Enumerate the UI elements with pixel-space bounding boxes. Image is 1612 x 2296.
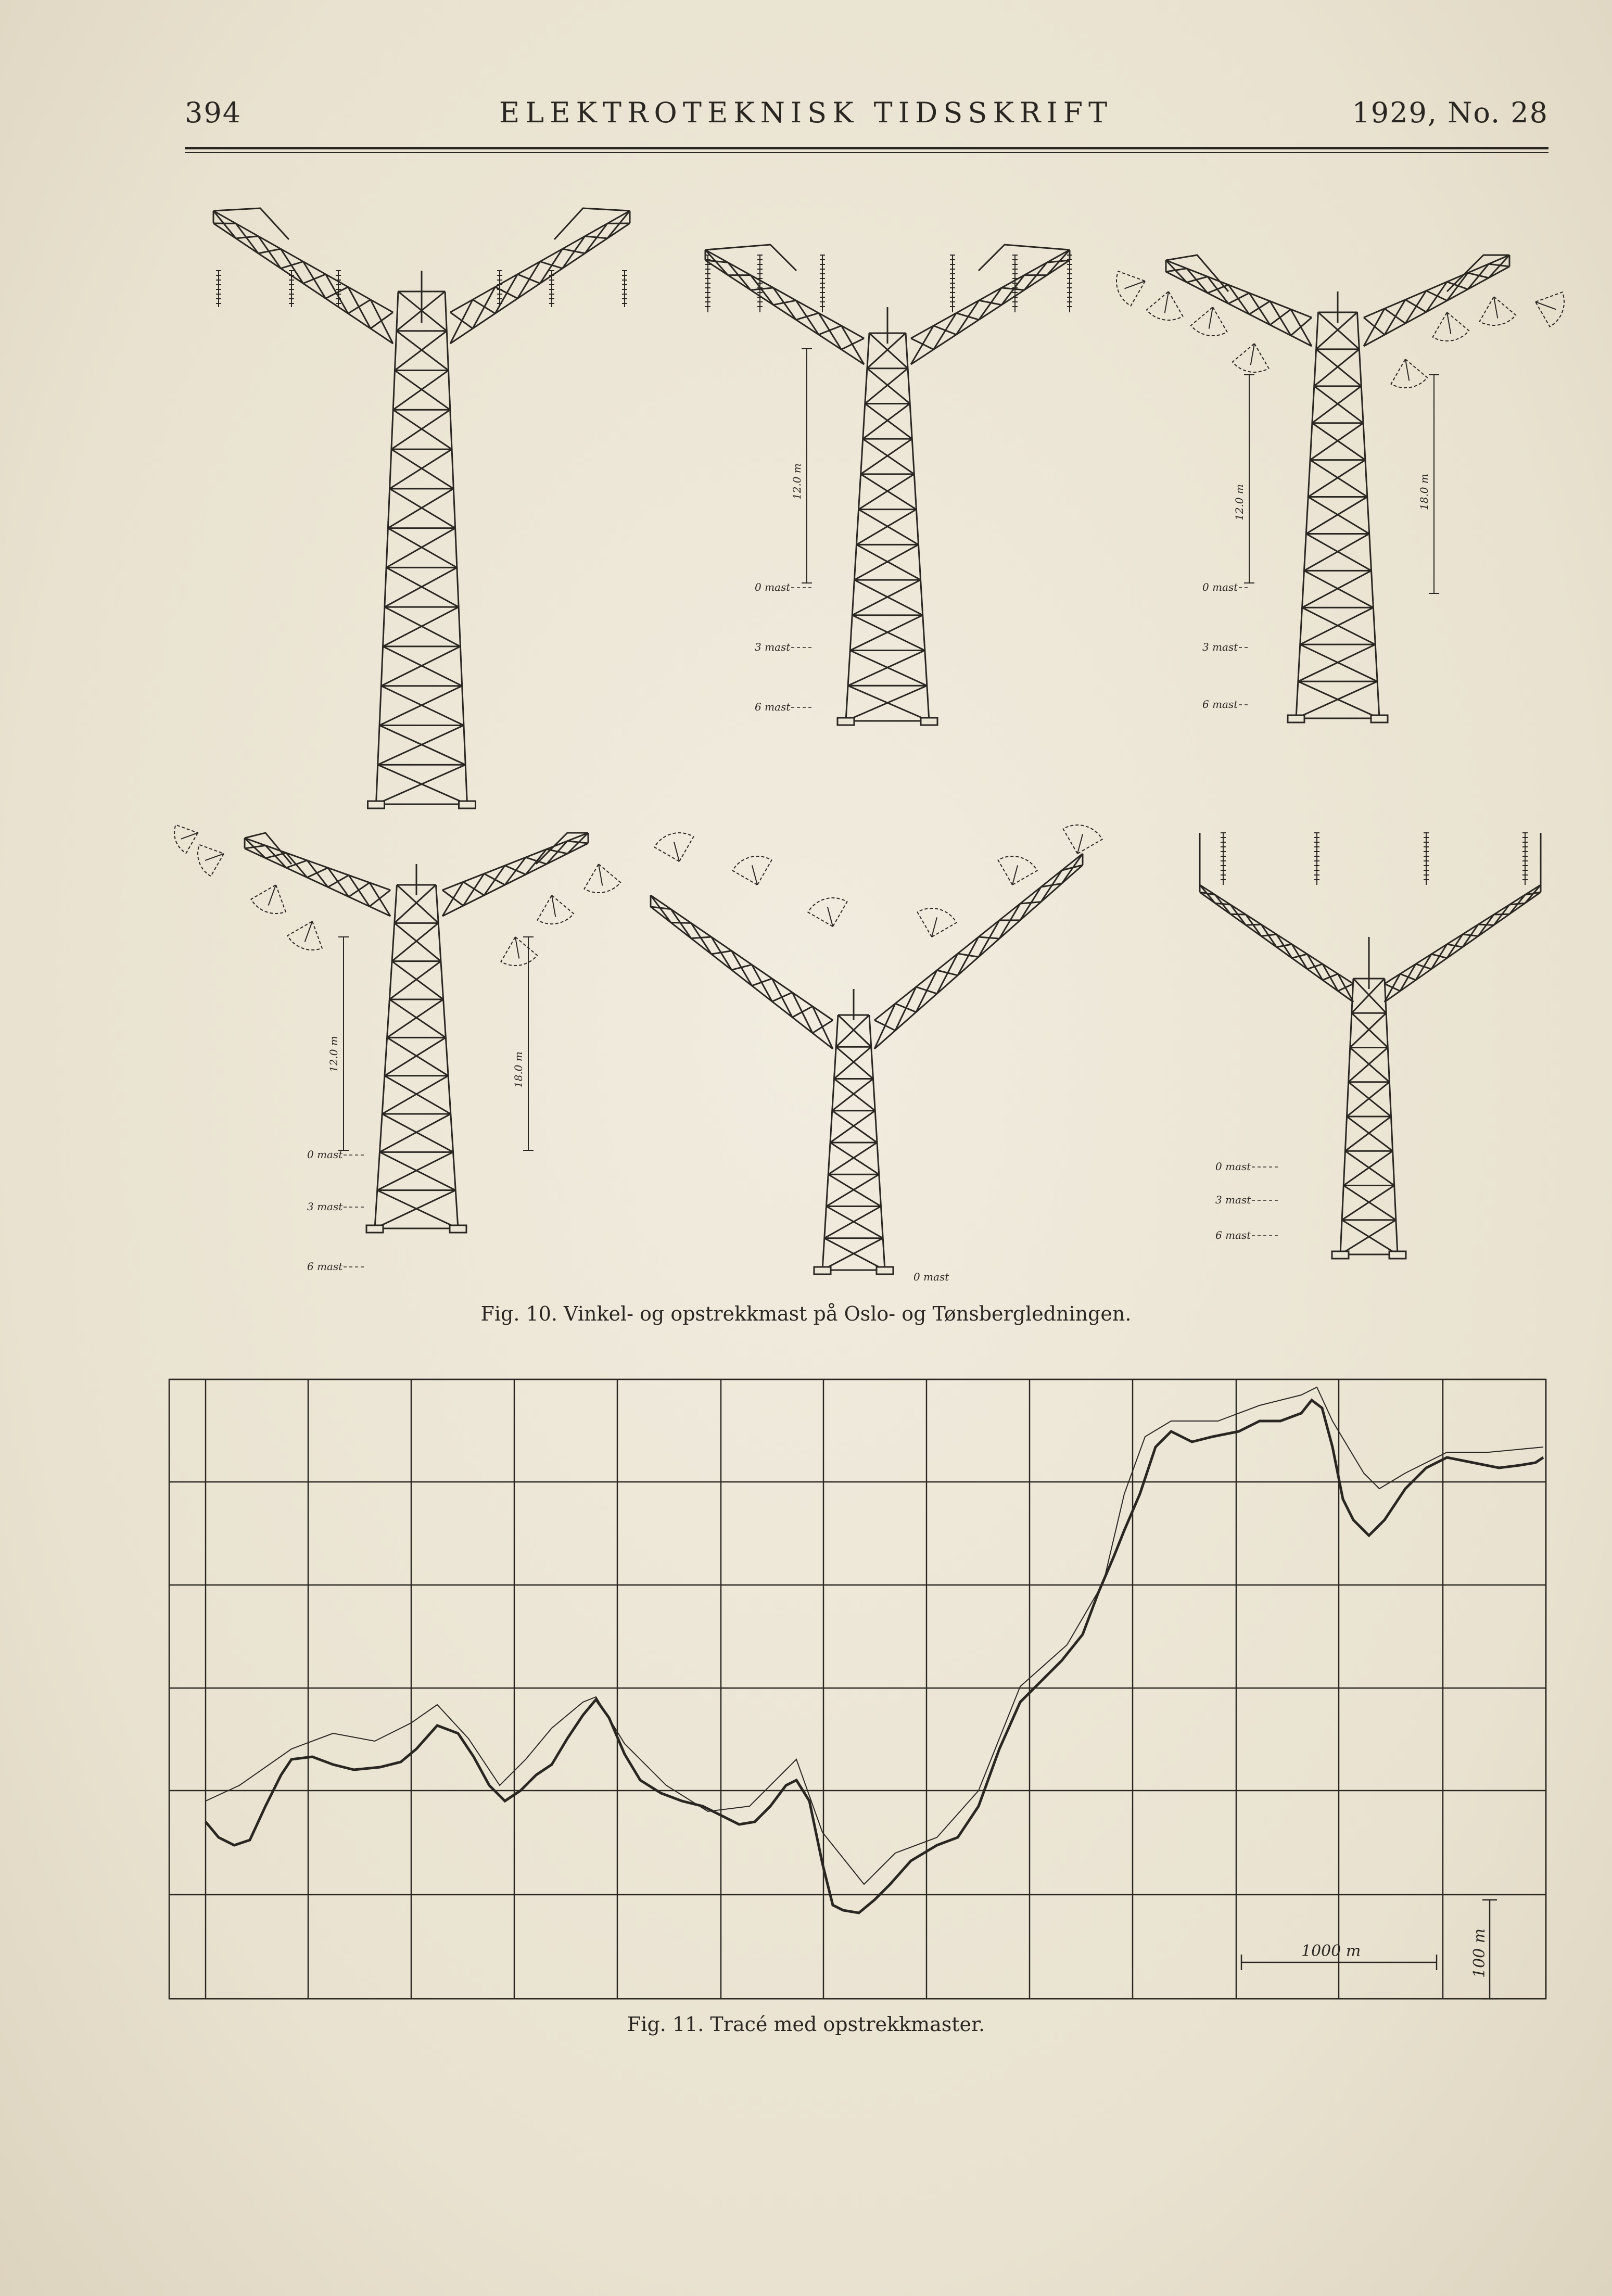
horizontal-scale-label: 1000 m [1301,1942,1361,1960]
level-3-label: 3 mast [1202,641,1238,653]
terrain-profile-line [206,1400,1543,1913]
level-6-label: 6 mast [307,1260,343,1273]
level-0-label: 0 mast [1202,581,1238,593]
level-0-label: 0 mast [755,581,791,593]
mast-4-height-label-left: 12.0 m [327,1036,340,1072]
issue-number: 1929, No. 28 [1352,96,1548,129]
level-0-label: 0 mast [307,1148,343,1161]
level-3-label: 3 mast [307,1200,343,1213]
mast-5-level-label: 0 mast [913,1271,949,1283]
level-0-label: 0 mast [1215,1160,1251,1173]
level-6-label: 6 mast [755,701,791,713]
vertical-scale-label: 100 m [1470,1928,1489,1978]
mast-3-height-label-left: 12.0 m [1233,484,1246,521]
mast-3-height-label-right: 18.0 m [1418,474,1430,510]
mast-4-height-label-right: 18.0 m [512,1051,525,1088]
mast-2-height-label: 12.0 m [791,463,803,500]
level-3-label: 3 mast [1215,1194,1251,1206]
journal-title: ELEKTROTEKNISK TIDSSKRIFT [499,96,1113,129]
level-6-label: 6 mast [1202,698,1238,711]
figure-10-caption: Fig. 10. Vinkel- og opstrekkmast på Oslo- og Tønsbergledningen. [480,1302,1132,1325]
conductor-line [206,1387,1543,1884]
level-3-label: 3 mast [755,641,791,653]
level-6-label: 6 mast [1215,1229,1251,1241]
page-number: 394 [185,96,242,129]
figure-11-caption: Fig. 11. Tracé med opstrekkmaster. [627,2013,985,2036]
